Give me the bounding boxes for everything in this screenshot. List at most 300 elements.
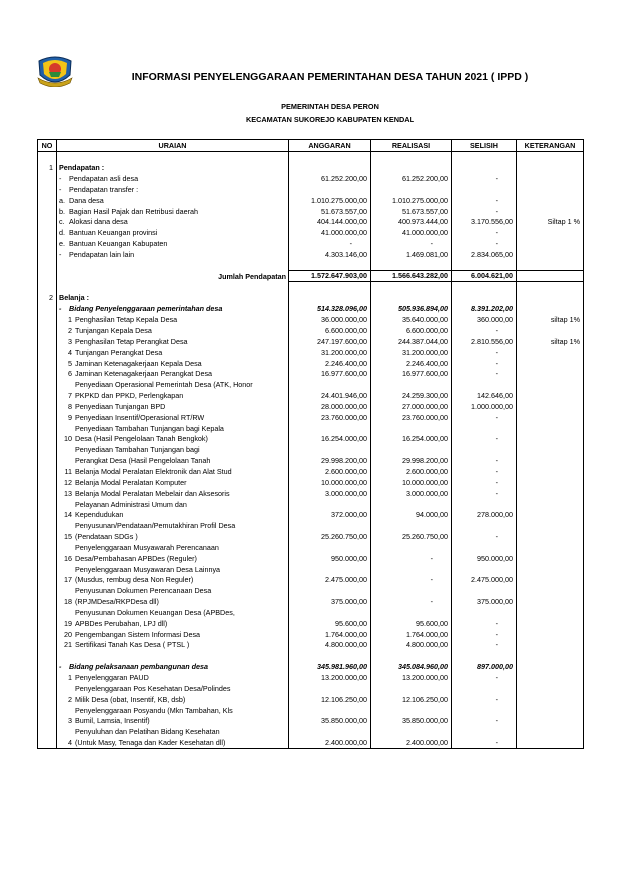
keterangan-value xyxy=(517,444,584,455)
realisasi-value xyxy=(371,683,452,694)
realisasi-value xyxy=(371,184,452,195)
row-number xyxy=(38,173,57,184)
row-description xyxy=(57,195,289,206)
realisasi-value xyxy=(371,423,452,434)
table-row xyxy=(38,162,584,173)
row-number xyxy=(38,672,57,683)
keterangan-value xyxy=(517,705,584,716)
anggaran-value: 2.600.000,00 xyxy=(289,466,371,477)
row-marker: Belanja : xyxy=(59,293,89,303)
table-row xyxy=(38,585,584,596)
keterangan-value xyxy=(517,564,584,575)
row-label: APBDes Perubahan, LPJ dll) xyxy=(75,618,168,628)
anggaran-value xyxy=(289,444,371,455)
selisih-value xyxy=(452,184,517,195)
realisasi-value xyxy=(371,585,452,596)
keterangan-value xyxy=(517,672,584,683)
total-row xyxy=(38,271,584,282)
row-description xyxy=(57,379,289,390)
table-row xyxy=(38,705,584,716)
anggaran-value xyxy=(289,282,371,293)
table-row xyxy=(38,672,584,683)
row-description xyxy=(57,434,289,445)
row-number xyxy=(38,217,57,228)
realisasi-value xyxy=(371,564,452,575)
keterangan-value xyxy=(517,195,584,206)
row-description xyxy=(57,737,289,748)
selisih-value: - xyxy=(452,195,517,206)
col-header-anggaran: ANGGARAN xyxy=(289,140,371,152)
row-marker: 5 xyxy=(68,358,72,368)
selisih-value: - xyxy=(452,347,517,358)
row-number xyxy=(38,238,57,249)
keterangan-value xyxy=(517,683,584,694)
anggaran-value: 23.760.000,00 xyxy=(289,412,371,423)
realisasi-value: 3.000.000,00 xyxy=(371,488,452,499)
anggaran-value: 3.000.000,00 xyxy=(289,488,371,499)
anggaran-value: 28.000.000,00 xyxy=(289,401,371,412)
row-label: Penyediaan Tunjangan BPD xyxy=(75,401,166,411)
table-row xyxy=(38,206,584,217)
realisasi-value xyxy=(371,607,452,618)
row-number xyxy=(38,412,57,423)
anggaran-value: 35.850.000,00 xyxy=(289,716,371,727)
row-label: Penyelenggaraan Pos Kesehatan Desa/Polindes xyxy=(75,683,231,693)
keterangan-value xyxy=(517,369,584,380)
keterangan-value xyxy=(517,152,584,163)
row-number xyxy=(38,629,57,640)
table-row xyxy=(38,694,584,705)
row-number xyxy=(38,520,57,531)
report-table-container xyxy=(37,139,583,822)
realisasi-value: 10.000.000,00 xyxy=(371,477,452,488)
table-row xyxy=(38,184,584,195)
row-description xyxy=(57,466,289,477)
row-label: Tunjangan Kepala Desa xyxy=(75,326,152,335)
selisih-value: 8.391.202,00 xyxy=(452,303,517,314)
table-row xyxy=(38,737,584,748)
row-marker: 3 xyxy=(68,716,72,726)
realisasi-value xyxy=(371,260,452,271)
realisasi-value: 27.000.000,00 xyxy=(371,401,452,412)
row-marker: - xyxy=(59,662,62,672)
selisih-value xyxy=(452,683,517,694)
realisasi-value xyxy=(371,542,452,553)
anggaran-value xyxy=(289,650,371,661)
row-number xyxy=(38,553,57,564)
anggaran-value: 375.000,00 xyxy=(289,596,371,607)
selisih-value xyxy=(452,650,517,661)
regency-emblem-icon xyxy=(36,55,74,87)
row-label: Penyusunan Dokumen Keuangan Desa (APBDes, xyxy=(75,607,235,617)
keterangan-value xyxy=(517,347,584,358)
selisih-value xyxy=(452,607,517,618)
table-row xyxy=(38,401,584,412)
realisasi-value: 400.973.444,00 xyxy=(371,217,452,228)
row-description xyxy=(57,401,289,412)
row-marker: 12 xyxy=(64,477,72,487)
keterangan-value xyxy=(517,553,584,564)
row-marker: Pendapatan : xyxy=(59,163,105,173)
anggaran-value xyxy=(289,260,371,271)
anggaran-value xyxy=(289,499,371,510)
row-number xyxy=(38,705,57,716)
row-description xyxy=(57,596,289,607)
selisih-value: - xyxy=(452,369,517,380)
row-label: Pendapatan asli desa xyxy=(69,174,139,184)
anggaran-value: 2.400.000,00 xyxy=(289,737,371,748)
anggaran-value: 1.010.275.000,00 xyxy=(289,195,371,206)
keterangan-value: siltap 1% xyxy=(517,336,584,347)
row-description xyxy=(57,152,289,163)
selisih-value: 2.810.556,00 xyxy=(452,336,517,347)
row-label: (Musdus, rembug desa Non Reguler) xyxy=(75,575,194,585)
anggaran-value: 404.144.000,00 xyxy=(289,217,371,228)
table-row xyxy=(38,347,584,358)
row-label: Penyelenggaraan Posyandu (Mkn Tambahan, Kls xyxy=(75,705,233,715)
row-description xyxy=(57,694,289,705)
row-marker: 9 xyxy=(68,412,72,422)
selisih-value xyxy=(452,379,517,390)
keterangan-value xyxy=(517,379,584,390)
selisih-value xyxy=(452,282,517,293)
row-number xyxy=(38,661,57,672)
row-label: Penyediaan Tambahan Tunjangan bagi xyxy=(75,445,200,455)
keterangan-value xyxy=(517,401,584,412)
realisasi-value: 94.000,00 xyxy=(371,510,452,521)
table-row xyxy=(38,336,584,347)
row-number: 2 xyxy=(38,293,57,304)
row-number xyxy=(38,499,57,510)
keterangan-value xyxy=(517,325,584,336)
realisasi-value: - xyxy=(371,238,452,249)
keterangan-value xyxy=(517,206,584,217)
keterangan-value xyxy=(517,596,584,607)
row-number xyxy=(38,477,57,488)
row-number xyxy=(38,260,57,271)
realisasi-value: 23.760.000,00 xyxy=(371,412,452,423)
anggaran-value: 25.260.750,00 xyxy=(289,531,371,542)
selisih-value: - xyxy=(452,434,517,445)
row-description xyxy=(57,184,289,195)
table-row xyxy=(38,249,584,260)
row-marker: - xyxy=(59,184,62,194)
row-marker: 15 xyxy=(64,532,72,542)
anggaran-value: 51.673.557,00 xyxy=(289,206,371,217)
row-marker: - xyxy=(59,304,62,314)
anggaran-value xyxy=(289,293,371,304)
row-marker: 4 xyxy=(68,347,72,357)
realisasi-value: 1.010.275.000,00 xyxy=(371,195,452,206)
document-title: INFORMASI PENYELENGGARAAN PEMERINTAHAN DESA TAHUN 2021 ( IPPD ) xyxy=(131,71,529,83)
keterangan-value xyxy=(517,271,584,282)
row-description xyxy=(57,640,289,651)
row-description xyxy=(57,303,289,314)
table-row xyxy=(38,293,584,304)
row-number xyxy=(38,434,57,445)
table-row xyxy=(38,423,584,434)
table-row xyxy=(38,217,584,228)
row-label: Penyediaan Insentif/Operasional RT/RW xyxy=(75,412,205,422)
row-marker: 6 xyxy=(68,369,72,379)
keterangan-value xyxy=(517,466,584,477)
row-description xyxy=(57,162,289,173)
row-label: Bantuan Keuangan provinsi xyxy=(69,228,158,238)
selisih-value: - xyxy=(452,173,517,184)
anggaran-value: 1.572.647.903,00 xyxy=(289,271,371,282)
keterangan-value xyxy=(517,238,584,249)
col-header-no: NO xyxy=(38,140,57,152)
row-label: Bagian Hasil Pajak dan Retribusi daerah xyxy=(69,206,199,216)
selisih-value: 142.646,00 xyxy=(452,390,517,401)
row-description xyxy=(57,520,289,531)
row-label: Bidang Penyelenggaraan pemerintahan desa xyxy=(69,304,223,314)
anggaran-value xyxy=(289,705,371,716)
row-marker: 1 xyxy=(68,673,72,682)
realisasi-value: 29.998.200,00 xyxy=(371,455,452,466)
row-description xyxy=(57,336,289,347)
table-row xyxy=(38,531,584,542)
row-number xyxy=(38,585,57,596)
selisih-value: 3.170.556,00 xyxy=(452,217,517,228)
realisasi-value: 1.566.643.282,00 xyxy=(371,271,452,282)
table-row xyxy=(38,520,584,531)
row-number xyxy=(38,271,57,282)
row-description xyxy=(57,282,289,293)
row-number xyxy=(38,152,57,163)
anggaran-value: 1.764.000,00 xyxy=(289,629,371,640)
anggaran-value xyxy=(289,152,371,163)
realisasi-value: 24.259.300,00 xyxy=(371,390,452,401)
keterangan-value: Siltap 1 % xyxy=(517,217,584,228)
row-description xyxy=(57,444,289,455)
realisasi-value: - xyxy=(371,596,452,607)
keterangan-value xyxy=(517,162,584,173)
row-description xyxy=(57,369,289,380)
selisih-value: 375.000,00 xyxy=(452,596,517,607)
row-description: Jumlah Pendapatan xyxy=(57,271,289,282)
row-marker: - xyxy=(59,249,62,259)
selisih-value xyxy=(452,260,517,271)
table-row xyxy=(38,227,584,238)
row-number xyxy=(38,683,57,694)
row-label: Sertifikasi Tanah Kas Desa ( PTSL ) xyxy=(75,640,190,650)
keterangan-value xyxy=(517,249,584,260)
row-marker: 1 xyxy=(68,315,72,325)
row-number xyxy=(38,206,57,217)
row-description xyxy=(57,716,289,727)
row-label: Desa/Pembahasan APBDes (Reguler) xyxy=(75,553,197,563)
row-marker: 11 xyxy=(64,466,72,476)
realisasi-value: 31.200.000,00 xyxy=(371,347,452,358)
row-label: Pengembangan Sistem Informasi Desa xyxy=(75,629,201,639)
selisih-value xyxy=(452,705,517,716)
row-description xyxy=(57,553,289,564)
row-label: Penyuluhan dan Pelatihan Bidang Kesehatan xyxy=(75,727,220,737)
keterangan-value xyxy=(517,488,584,499)
realisasi-value xyxy=(371,444,452,455)
row-number xyxy=(38,314,57,325)
row-description xyxy=(57,249,289,260)
table-row xyxy=(38,726,584,737)
row-marker: 20 xyxy=(64,629,72,639)
government-name: PEMERINTAH DESA PERON xyxy=(281,102,379,111)
keterangan-value xyxy=(517,260,584,271)
row-label: Perangkat Desa (Hasil Pengelolaan Tanah xyxy=(75,456,211,466)
keterangan-value xyxy=(517,423,584,434)
anggaran-value xyxy=(289,607,371,618)
row-marker: 2 xyxy=(68,326,72,335)
selisih-value: - xyxy=(452,206,517,217)
row-description xyxy=(57,423,289,434)
table-row xyxy=(38,238,584,249)
realisasi-value: 244.387.044,00 xyxy=(371,336,452,347)
row-description xyxy=(57,607,289,618)
row-label: Belanja Modal Peralatan Mebelair dan Aksesoris xyxy=(75,488,230,498)
row-description xyxy=(57,314,289,325)
anggaran-value xyxy=(289,184,371,195)
table-row xyxy=(38,575,584,586)
selisih-value: 950.000,00 xyxy=(452,553,517,564)
selisih-value: - xyxy=(452,672,517,683)
selisih-value: - xyxy=(452,737,517,748)
row-number xyxy=(38,488,57,499)
row-number xyxy=(38,227,57,238)
row-description xyxy=(57,564,289,575)
row-label: Pendapatan transfer : xyxy=(69,184,139,194)
keterangan-value xyxy=(517,227,584,238)
row-number xyxy=(38,596,57,607)
table-row xyxy=(38,152,584,163)
selisih-value xyxy=(452,152,517,163)
keterangan-value xyxy=(517,542,584,553)
anggaran-value: 950.000,00 xyxy=(289,553,371,564)
row-label: Jaminan Ketenagakerjaan Perangkat Desa xyxy=(75,369,213,379)
row-description xyxy=(57,358,289,369)
selisih-value: 360.000,00 xyxy=(452,314,517,325)
selisih-value: - xyxy=(452,640,517,651)
selisih-value: - xyxy=(452,488,517,499)
keterangan-value xyxy=(517,531,584,542)
row-label: Pelayanan Administrasi Umum dan xyxy=(75,499,187,509)
row-description xyxy=(57,618,289,629)
selisih-value: - xyxy=(452,716,517,727)
selisih-value xyxy=(452,520,517,531)
row-marker: e. xyxy=(59,239,65,249)
row-number xyxy=(38,444,57,455)
col-header-keterangan: KETERANGAN xyxy=(517,140,584,152)
row-number xyxy=(38,325,57,336)
anggaran-value xyxy=(289,683,371,694)
row-label: Pendapatan lain lain xyxy=(69,249,135,259)
selisih-value xyxy=(452,162,517,173)
row-description xyxy=(57,705,289,716)
anggaran-value xyxy=(289,726,371,737)
row-number xyxy=(38,466,57,477)
row-label: Kependudukan xyxy=(75,510,124,520)
keterangan-value xyxy=(517,303,584,314)
realisasi-value: 505.936.894,00 xyxy=(371,303,452,314)
row-marker: 3 xyxy=(68,336,72,346)
anggaran-value: 2.246.400,00 xyxy=(289,358,371,369)
row-marker: 18 xyxy=(64,597,72,607)
table-row xyxy=(38,510,584,521)
selisih-value xyxy=(452,444,517,455)
row-label: Tunjangan Perangkat Desa xyxy=(75,347,163,357)
keterangan-value xyxy=(517,737,584,748)
row-marker: 19 xyxy=(64,618,72,628)
row-number xyxy=(38,184,57,195)
keterangan-value xyxy=(517,694,584,705)
selisih-value: 2.475.000,00 xyxy=(452,575,517,586)
selisih-value: - xyxy=(452,629,517,640)
keterangan-value xyxy=(517,390,584,401)
anggaran-value: 13.200.000,00 xyxy=(289,672,371,683)
row-marker: - xyxy=(59,174,62,184)
selisih-value: 6.004.621,00 xyxy=(452,271,517,282)
selisih-value: 2.834.065,00 xyxy=(452,249,517,260)
row-marker: b. xyxy=(59,206,65,216)
table-row xyxy=(38,466,584,477)
keterangan-value xyxy=(517,477,584,488)
row-description xyxy=(57,227,289,238)
table-row xyxy=(38,379,584,390)
keterangan-value xyxy=(517,510,584,521)
table-row xyxy=(38,640,584,651)
row-marker: 21 xyxy=(64,640,72,650)
row-marker: 2 xyxy=(68,694,72,704)
realisasi-value: 51.673.557,00 xyxy=(371,206,452,217)
row-label: (Untuk Masy, Tenaga dan Kader Kesehatan dll) xyxy=(75,737,226,747)
row-description xyxy=(57,726,289,737)
row-label: Penyusunan Dokumen Perencanaan Desa xyxy=(75,586,212,596)
keterangan-value xyxy=(517,640,584,651)
row-description xyxy=(57,173,289,184)
realisasi-value: 95.600,00 xyxy=(371,618,452,629)
row-marker: a. xyxy=(59,195,65,205)
row-label: Jaminan Ketenagakerjaan Kepala Desa xyxy=(75,358,202,368)
row-number xyxy=(38,249,57,260)
row-description xyxy=(57,510,289,521)
anggaran-value xyxy=(289,379,371,390)
row-label: Belanja Modal Peralatan Komputer xyxy=(75,477,187,487)
row-label: Milik Desa (obat, Insentif, KB, dsb) xyxy=(75,694,186,704)
realisasi-value: 4.800.000,00 xyxy=(371,640,452,651)
row-number xyxy=(38,575,57,586)
selisih-value: - xyxy=(452,694,517,705)
district-name: KECAMATAN SUKOREJO KABUPATEN KENDAL xyxy=(245,115,415,124)
realisasi-value xyxy=(371,282,452,293)
realisasi-value xyxy=(371,520,452,531)
anggaran-value: 2.475.000,00 xyxy=(289,575,371,586)
row-label: Penyusunan/Pendataan/Pemutakhiran Profil Desa xyxy=(75,521,236,531)
anggaran-value: 4.303.146,00 xyxy=(289,249,371,260)
selisih-value xyxy=(452,423,517,434)
selisih-value xyxy=(452,542,517,553)
row-description xyxy=(57,347,289,358)
realisasi-value: 2.400.000,00 xyxy=(371,737,452,748)
realisasi-value: 6.600.000,00 xyxy=(371,325,452,336)
row-number xyxy=(38,401,57,412)
selisih-value: - xyxy=(452,455,517,466)
row-number xyxy=(38,716,57,727)
row-description xyxy=(57,488,289,499)
anggaran-value: 10.000.000,00 xyxy=(289,477,371,488)
table-row xyxy=(38,661,584,672)
anggaran-value: 61.252.200,00 xyxy=(289,173,371,184)
row-description xyxy=(57,650,289,661)
keterangan-value xyxy=(517,661,584,672)
